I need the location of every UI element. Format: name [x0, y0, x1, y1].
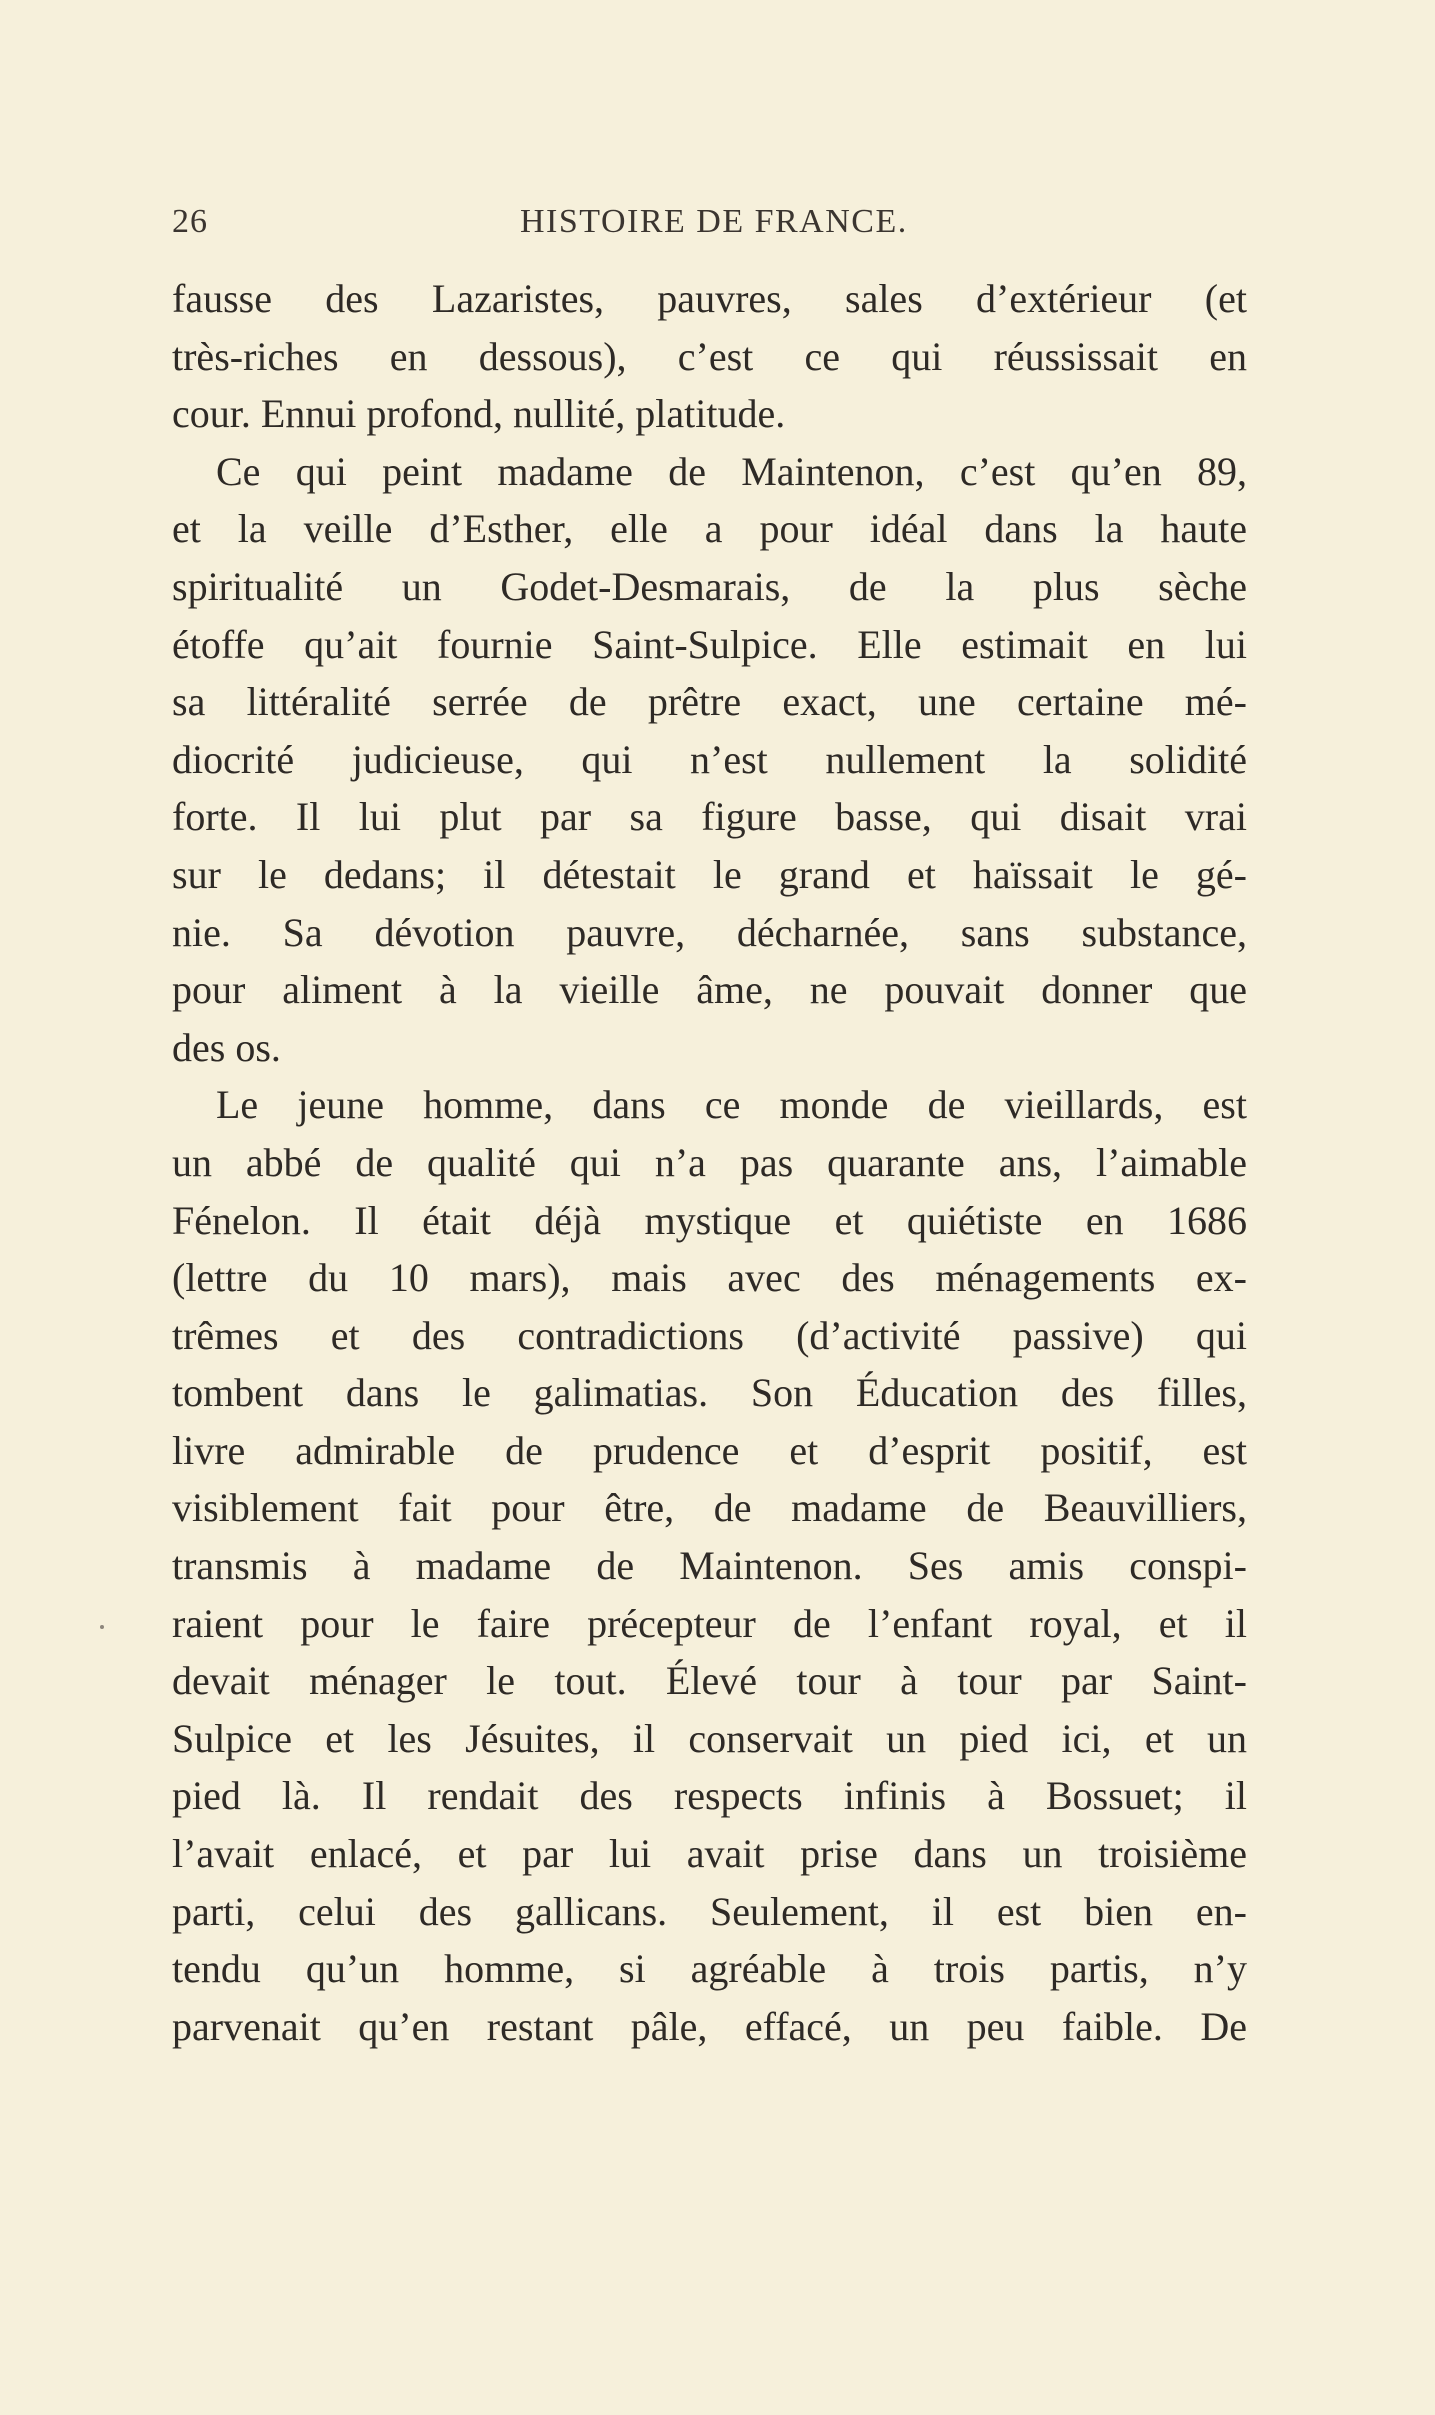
text-line: visiblement fait pour être, de madame de Beauvilliers,: [172, 1485, 1247, 1531]
running-title: HISTOIRE DE FRANCE.: [520, 203, 908, 240]
text-line: spiritualité un Godet-Desmarais, de la plus sèche: [172, 563, 1247, 609]
text-line: sur le dedans; il détestait le grand et haïssait le gé-: [172, 851, 1247, 897]
text-line: tombent dans le galimatias. Son Éducation des filles,: [172, 1370, 1247, 1416]
text-line: et la veille d’Esther, elle a pour idéal dans la haute: [172, 506, 1247, 552]
text-line: transmis à madame de Maintenon. Ses amis conspi-: [172, 1543, 1247, 1589]
text-line: l’avait enlacé, et par lui avait prise dans un troisième: [172, 1831, 1247, 1877]
text-line: Ce qui peint madame de Maintenon, c’est qu’en 89,: [216, 448, 1247, 494]
text-line: un abbé de qualité qui n’a pas quarante ans, l’aimable: [172, 1139, 1247, 1185]
text-line: devait ménager le tout. Élevé tour à tour par Saint-: [172, 1658, 1247, 1704]
text-line: parvenait qu’en restant pâle, effacé, un peu faible. De: [172, 2003, 1247, 2049]
text-line: sa littéralité serrée de prêtre exact, une certaine mé-: [172, 679, 1247, 725]
text-line: étoffe qu’ait fournie Saint-Sulpice. Elle estimait en lui: [172, 621, 1247, 667]
text-line: diocrité judicieuse, qui n’est nullement la solidité: [172, 736, 1247, 782]
running-head: [172, 203, 1247, 253]
text-line: forte. Il lui plut par sa figure basse, qui disait vrai: [172, 794, 1247, 840]
text-line: très-riches en dessous), c’est ce qui réussissait en: [172, 333, 1247, 379]
text-line: Le jeune homme, dans ce monde de vieillards, est: [216, 1082, 1247, 1128]
text-line: pied là. Il rendait des respects infinis à Bossuet; il: [172, 1773, 1247, 1819]
paper-speck: [100, 1625, 104, 1629]
text-line: pour aliment à la vieille âme, ne pouvait donner que: [172, 967, 1247, 1013]
body-text: [172, 270, 1247, 2055]
text-line: tendu qu’un homme, si agréable à trois partis, n’y: [172, 1946, 1247, 1992]
text-line: Fénelon. Il était déjà mystique et quiétiste en 1686: [172, 1197, 1247, 1243]
text-line: des os.: [172, 1024, 281, 1070]
text-line: raient pour le faire précepteur de l’enfant royal, et il: [172, 1600, 1247, 1646]
text-line: Sulpice et les Jésuites, il conservait un pied ici, et un: [172, 1715, 1247, 1761]
text-line: cour. Ennui profond, nullité, platitude.: [172, 391, 786, 437]
text-line: livre admirable de prudence et d’esprit positif, est: [172, 1427, 1247, 1473]
text-line: (lettre du 10 mars), mais avec des ménagements ex-: [172, 1255, 1247, 1301]
text-line: trêmes et des contradictions (d’activité passive) qui: [172, 1312, 1247, 1358]
text-line: nie. Sa dévotion pauvre, décharnée, sans substance,: [172, 909, 1247, 955]
text-line: parti, celui des gallicans. Seulement, il est bien en-: [172, 1888, 1247, 1934]
page-number: 26: [172, 203, 208, 240]
text-line: fausse des Lazaristes, pauvres, sales d’extérieur (et: [172, 276, 1247, 321]
